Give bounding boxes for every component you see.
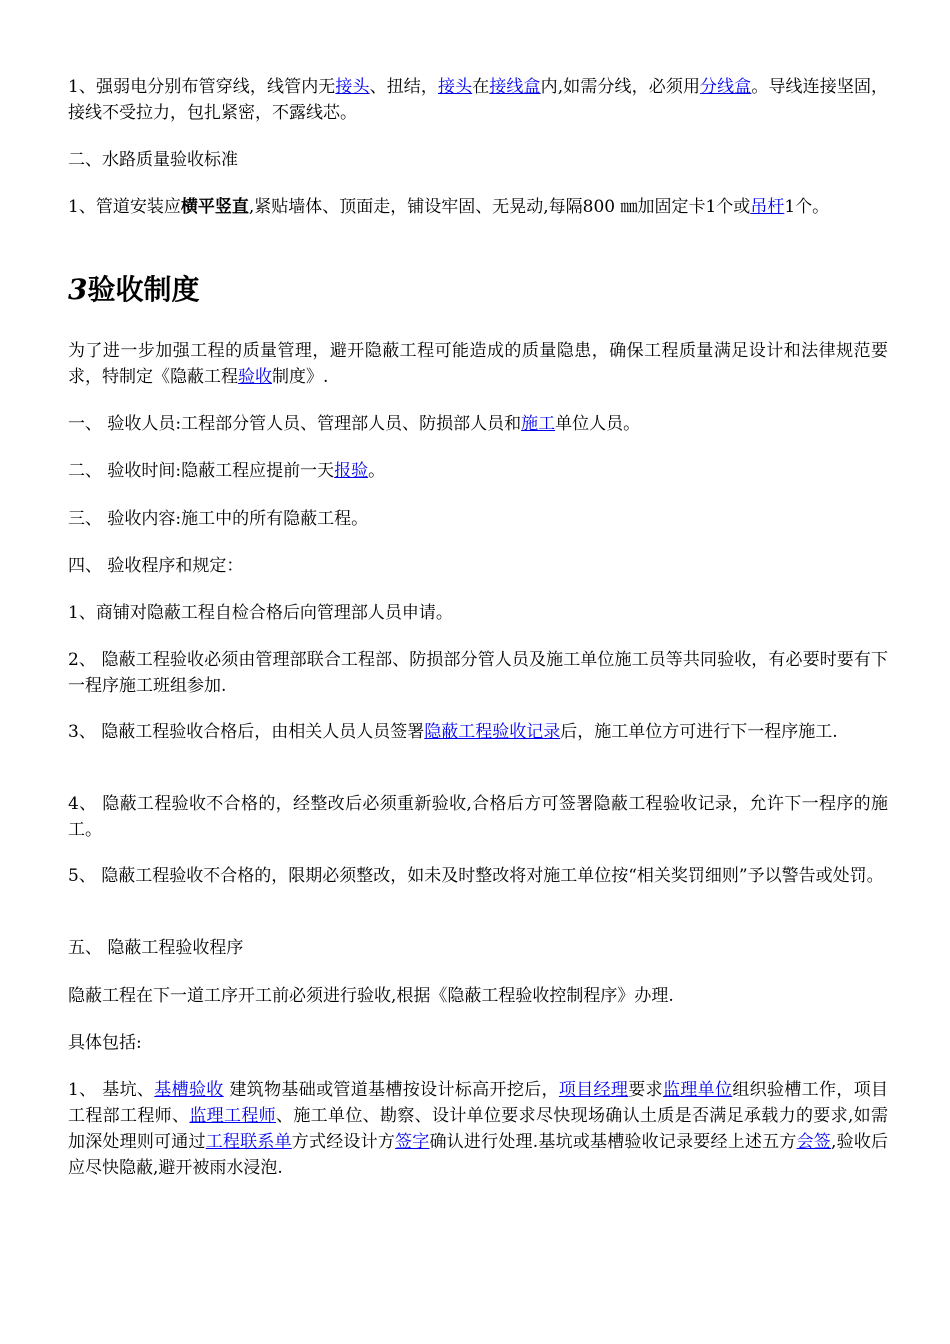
link-hidden-record[interactable]: 隐蔽工程验收记录 [424, 722, 561, 742]
paragraph-procedure: 隐蔽工程在下一道工序开工前必须进行验收,根据《隐蔽工程验收控制程序》办理. [68, 986, 674, 1006]
link-project-manager[interactable]: 项目经理 [558, 1080, 629, 1100]
item-time: 二、 验收时间:隐蔽工程应提前一天报验。 [68, 461, 386, 481]
rule-2: 2、 隐蔽工程验收必须由管理部联合工程部、防损部分管人员及施工单位施工员等共同验收，有必要时要有下一程序施工班组参加. [68, 650, 888, 696]
link-report-inspection[interactable]: 报验 [334, 461, 369, 481]
link-signature[interactable]: 签字 [395, 1132, 430, 1152]
link-joint[interactable]: 接头 [335, 77, 370, 97]
link-trench-acceptance[interactable]: 基槽验收 [154, 1080, 224, 1100]
link-junction-box[interactable]: 接线盒 [489, 77, 541, 97]
rule-3: 3、 隐蔽工程验收合格后，由相关人员人员签署隐蔽工程验收记录后，施工单位方可进行下一程序施工. [68, 722, 838, 742]
paragraph-pipe: 1、管道安装应横平竖直,紧贴墙体、顶面走，铺设牢固、无晃动,每隔800 ㎜加固定卡1个或吊杆1个。 [68, 197, 830, 217]
rule-5: 5、 隐蔽工程验收不合格的，限期必须整改，如未及时整改将对施工单位按“相关奖罚细则”予以警告或处罚。 [68, 866, 884, 886]
section-procedure: 五、 隐蔽工程验收程序 [68, 938, 244, 958]
link-acceptance[interactable]: 验收 [238, 367, 272, 387]
link-supervision-unit[interactable]: 监理单位 [662, 1080, 733, 1100]
item-content: 三、 验收内容:施工中的所有隐蔽工程。 [68, 509, 369, 529]
paragraph-wiring: 1、强弱电分别布管穿线，线管内无接头、扭结，接头在接线盒内,如需分线，必须用分线盒。导线连接坚固，接线不受拉力，包扎紧密，不露线芯。 [68, 77, 889, 123]
paragraph-intro: 为了进一步加强工程的质量管理，避开隐蔽工程可能造成的质量隐患，确保工程质量满足设计和法律规范要求，特制定《隐蔽工程验收制度》. [68, 341, 888, 387]
rule-4: 4、 隐蔽工程验收不合格的，经整改后必须重新验收,合格后方可签署隐蔽工程验收记录，允许下一程序的施工。 [68, 794, 888, 840]
item-procedures: 四、 验收程序和规定： [68, 556, 244, 576]
link-construction[interactable]: 施工 [521, 414, 556, 434]
section-title-water: 二、水路质量验收标准 [68, 150, 238, 170]
paragraph-pit: 1、 基坑、基槽验收 建筑物基础或管道基槽按设计标高开挖后，项目经理要求监理单位组织验槽工作，项目工程部工程师、监理工程师、施工单位、勘察、设计单位要求尽快现场确认土质是否满足承载力的要求,如需加深处理则可通过工程联系单方式经设计方签字确认进行处理.基坑或基槽验收记录要经上述五方会签,验收后应尽快隐蔽,避开被雨水浸泡. [68, 1080, 889, 1178]
link-countersign[interactable]: 会签 [796, 1132, 831, 1152]
link-contact-sheet[interactable]: 工程联系单 [205, 1132, 292, 1152]
rule-1: 1、商铺对隐蔽工程自检合格后向管理部人员申请。 [68, 603, 453, 623]
link-branch-box[interactable]: 分线盒 [700, 77, 752, 97]
page-heading: 3验收制度 [68, 273, 200, 306]
item-personnel: 一、 验收人员:工程部分管人员、管理部人员、防损部人员和施工单位人员。 [68, 414, 641, 434]
link-supervision-engineer[interactable]: 监理工程师 [189, 1106, 276, 1126]
paragraph-includes: 具体包括: [68, 1033, 142, 1053]
link-joint-2[interactable]: 接头 [438, 77, 473, 97]
link-hanger-rod[interactable]: 吊杆 [750, 197, 785, 217]
